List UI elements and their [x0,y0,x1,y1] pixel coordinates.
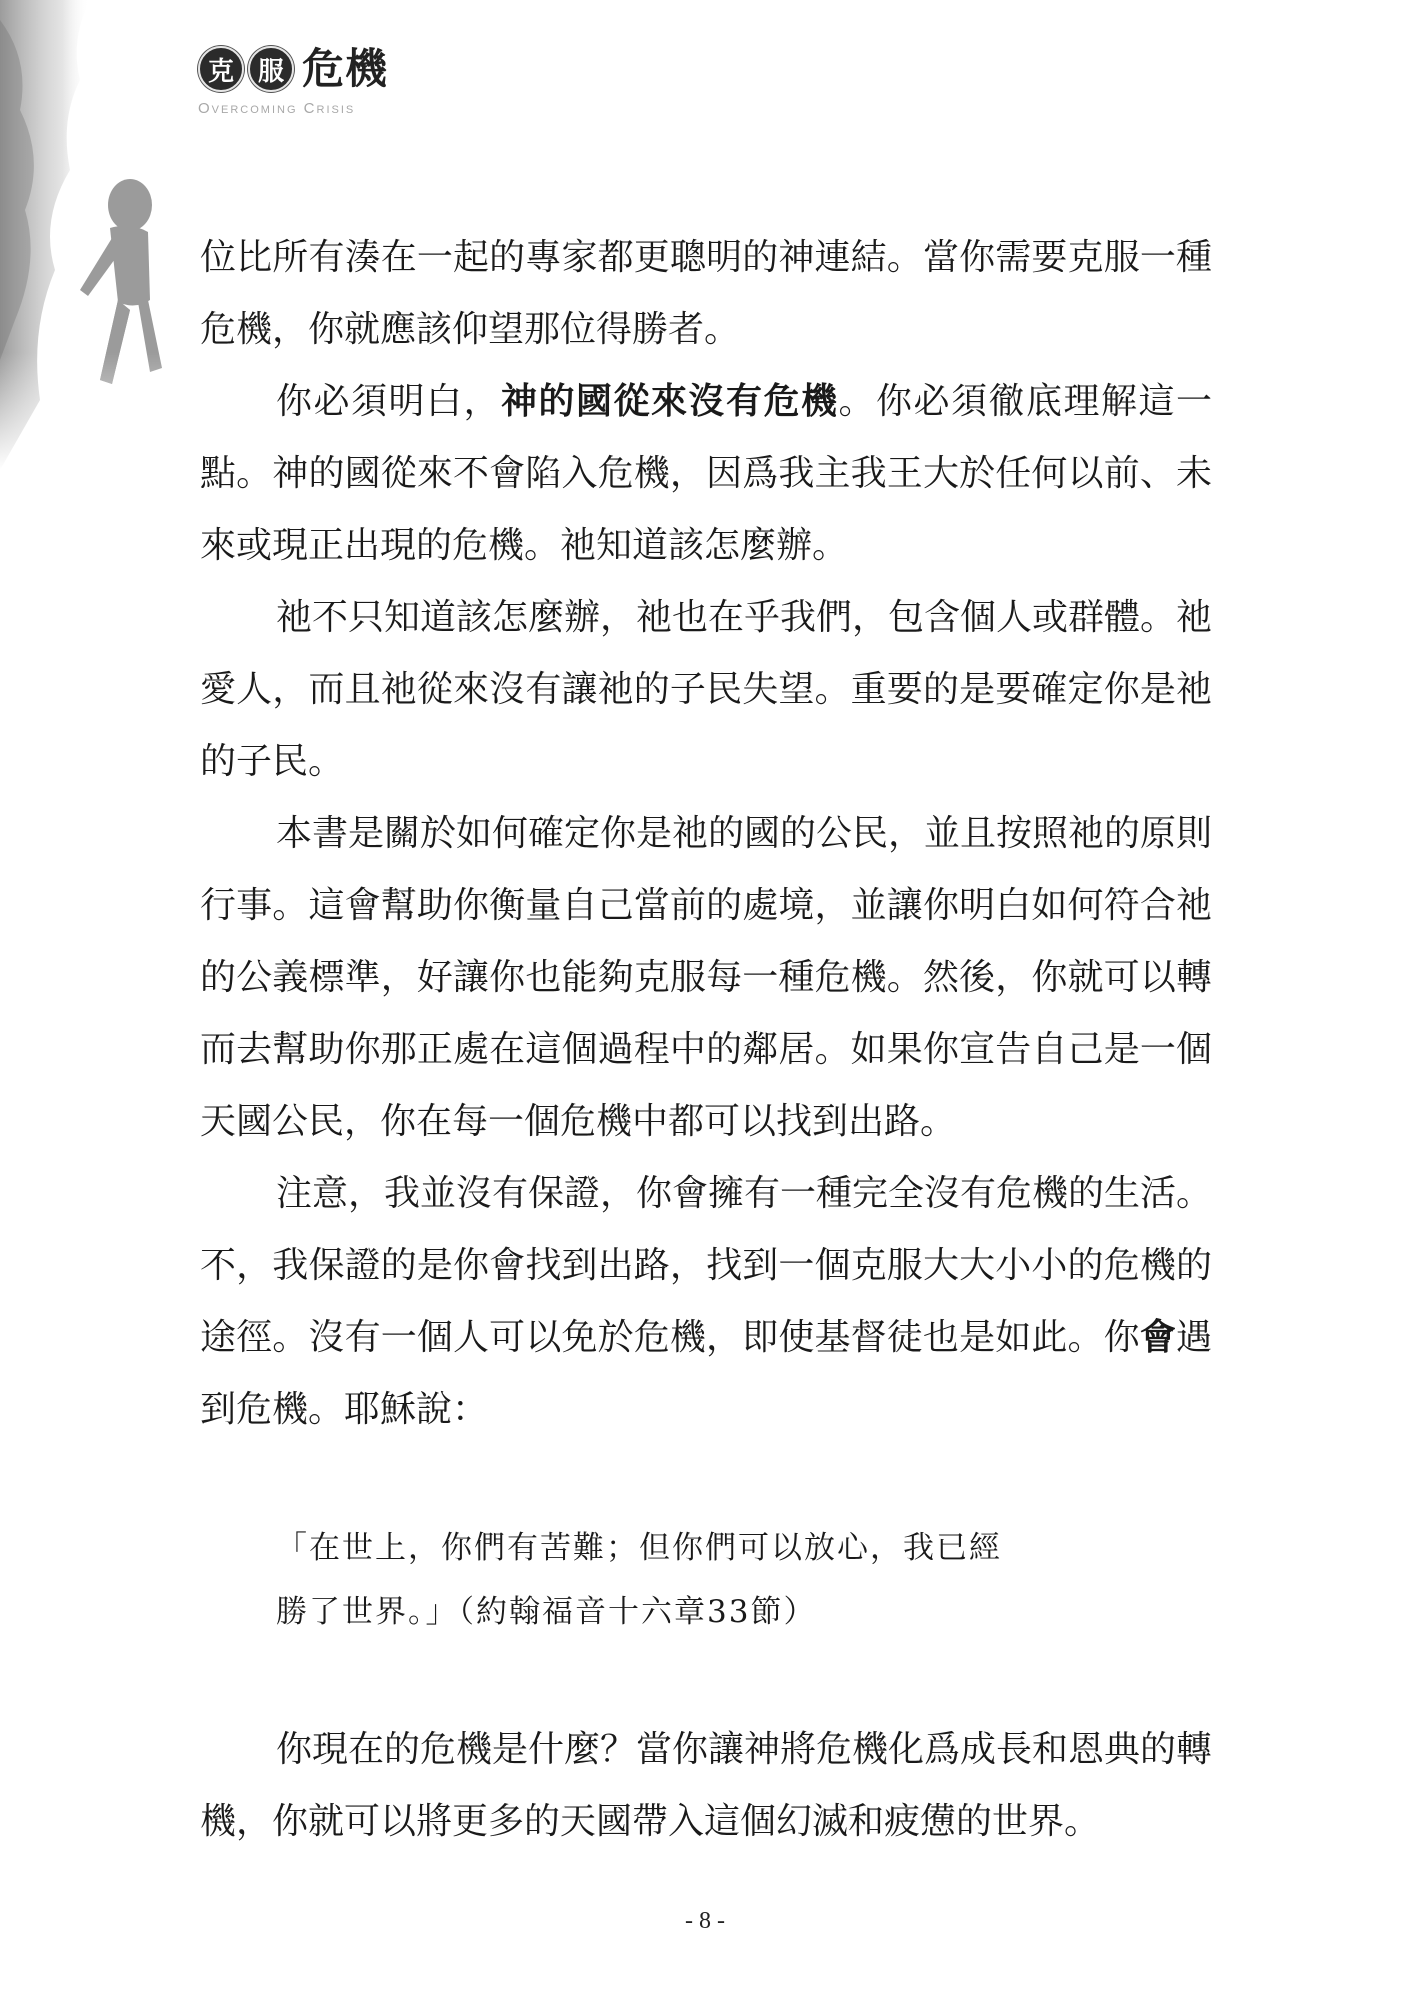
book-title-header [198,46,388,117]
paragraph-5-end: 遇到危機。耶穌說： [200,1317,1212,1430]
logo-char-circle-2: 服 [248,46,294,92]
page-number: - 8 - [685,1908,725,1934]
paragraph-6: 你現在的危機是什麼？當你讓神將危機化爲成長和恩典的轉機，你就可以將更多的天國帶入這個幻滅和疲憊的世界。 [200,1729,1213,1842]
emphasis-kingdom-no-crisis: 神的國從來沒有危機 [501,381,839,422]
paragraph-2 [200,366,1212,582]
paragraph-1: 位比所有湊在一起的專家都更聰明的神連結。當你需要克服一種危機，你就應該仰望那位得勝者。 [200,237,1212,350]
book-subtitle: Overcoming Crisis [198,100,356,117]
paragraph-4: 本書是關於如何確定你是祂的國的公民，並且按照祂的原則行事。這會幫助你衡量自己當前的處境，並讓你明白如何符合祂的公義標準，好讓你也能夠克服每一種危機。然後，你就可以轉而去幫助你那正處在這個過程中的鄰居。如果你宣告自己是一個天國公民，你在每一個危機中都可以找到出路。 [200,813,1213,1142]
quote-line-2: 勝了世界。」（約翰福音十六章33節） [276,1594,817,1630]
paragraph-5 [200,1158,1212,1446]
scripture-quote [276,1516,1176,1644]
climber-photo [0,0,200,470]
paragraph-2-start: 你必須明白， [276,381,501,422]
page-body [200,222,1212,1858]
paragraph-2-end: 。你必須徹底理解這一點。神的國從來不會陷入危機，因爲我主我王大於任何以前、未來或現正出現的危機。祂知道該怎麼辦。 [200,381,1212,566]
logo-char-circle-1: 克 [198,46,244,92]
quote-line-1: 「在世上，你們有苦難；但你們可以放心，我已經 [276,1530,1002,1566]
paragraph-5-start: 注意，我並沒有保證，你會擁有一種完全沒有危機的生活。不，我保證的是你會找到出路，找到一個克服大大小小的危機的途徑。沒有一個人可以免於危機，即使基督徒也是如此。你 [200,1173,1213,1358]
paragraph-3: 祂不只知道該怎麼辦，祂也在乎我們，包含個人或群體。祂愛人，而且祂從來沒有讓祂的子民失望。重要的是要確定你是祂的子民。 [200,597,1213,782]
emphasis-will: 會 [1139,1317,1176,1358]
book-logo [198,46,388,92]
logo-title-text: 危機 [302,44,389,93]
